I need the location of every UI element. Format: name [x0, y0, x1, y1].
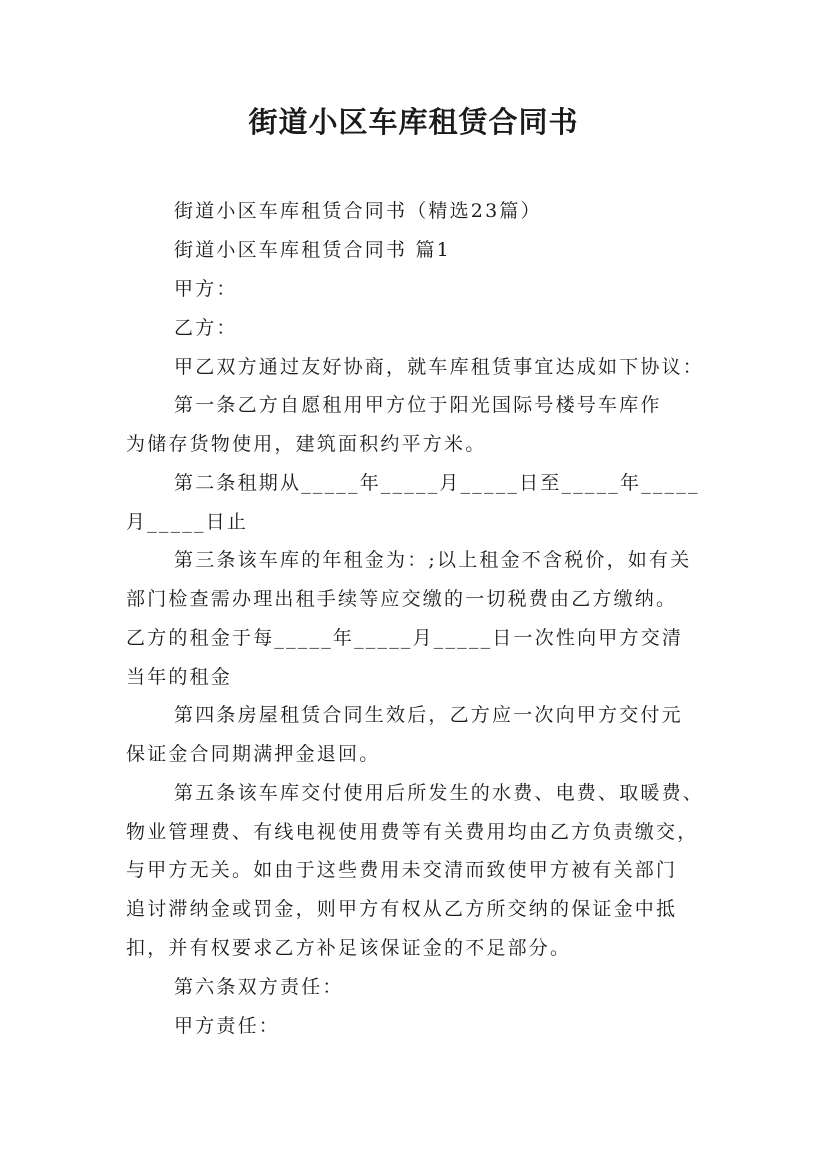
- paragraph-line: 第一条乙方自愿租用甲方位于阳光国际号楼号车库作: [174, 394, 662, 416]
- document-title: 街道小区车库租赁合同书: [248, 105, 579, 139]
- paragraph-line: 当年的租金: [126, 666, 233, 688]
- paragraph-line: 部门检查需办理出租手续等应交缴的一切税费由乙方缴纳。: [126, 588, 678, 610]
- paragraph-line: 月_____日止: [126, 511, 249, 533]
- paragraph-line: 第六条双方责任：: [174, 976, 344, 998]
- paragraph-line: 物业管理费、有线电视使用费等有关费用均由乙方负责缴交，: [126, 821, 699, 843]
- paragraph-line: 乙方：: [174, 317, 238, 339]
- paragraph-line: 甲方：: [174, 278, 238, 300]
- paragraph-line: 为储存货物使用，建筑面积约平方米。: [126, 433, 487, 455]
- paragraph-line: 追讨滞纳金或罚金，则甲方有权从乙方所交纳的保证金中抵: [126, 898, 678, 920]
- paragraph-line: 与甲方无关。如由于这些费用未交清而致使甲方被有关部门: [126, 859, 678, 881]
- paragraph-line: 街道小区车库租赁合同书 篇1: [174, 239, 451, 261]
- paragraph-line: 街道小区车库租赁合同书（精选23篇）: [174, 200, 542, 222]
- paragraph-line: 甲方责任：: [174, 1015, 281, 1037]
- paragraph-line: 第三条该车库的年租金为：;以上租金不含税价，如有关: [174, 549, 692, 571]
- paragraph-line: 保证金合同期满押金退回。: [126, 743, 381, 765]
- paragraph-line: 第四条房屋租赁合同生效后，乙方应一次向甲方交付元: [174, 704, 683, 726]
- paragraph-line: 第二条租期从_____年_____月_____日至_____年_____: [174, 472, 700, 494]
- paragraph-line: 乙方的租金于每_____年_____月_____日一次性向甲方交清: [126, 627, 684, 649]
- paragraph-line: 扣，并有权要求乙方补足该保证金的不足部分。: [126, 937, 572, 959]
- paragraph-line: 第五条该车库交付使用后所发生的水费、电费、取暖费、: [174, 782, 705, 804]
- paragraph-line: 甲乙双方通过友好协商，就车库租赁事宜达成如下协议：: [174, 356, 705, 378]
